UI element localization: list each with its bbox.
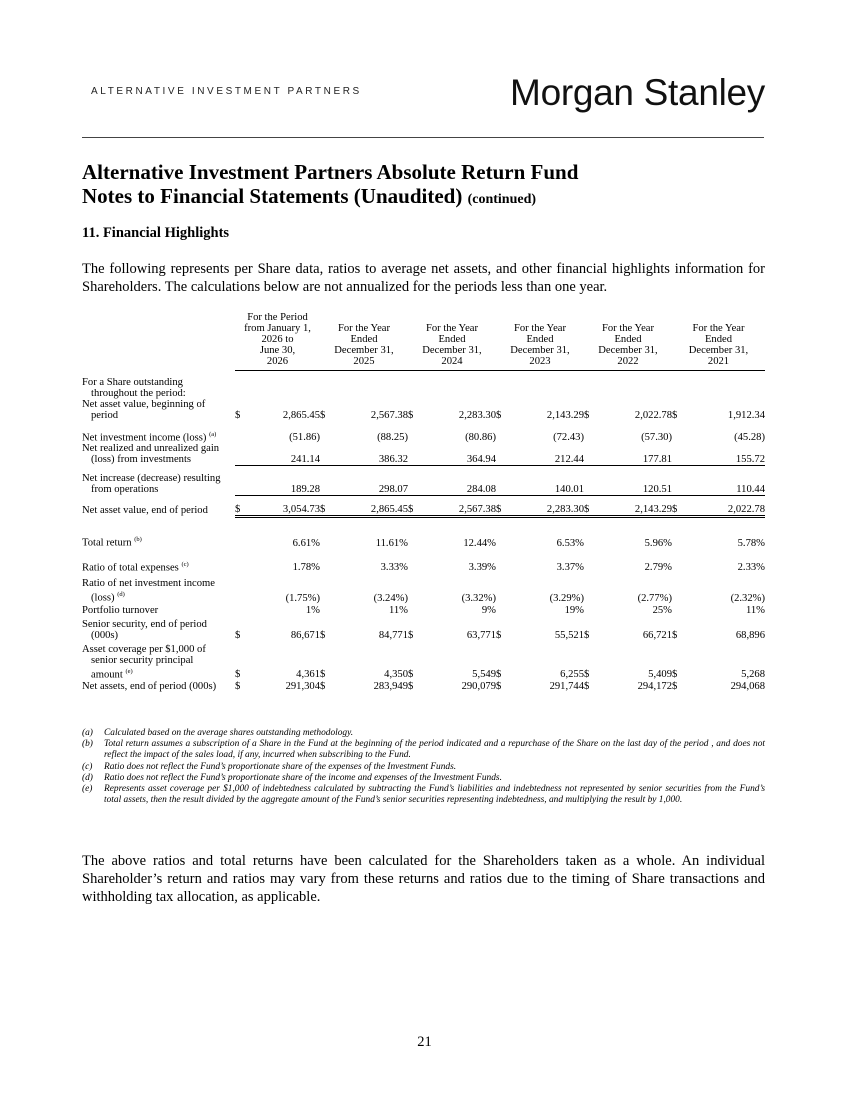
dollar-sign-cell [235,549,258,574]
dollar-sign-cell [408,604,434,616]
column-header-line: December 31, [422,345,482,356]
value-cell: (2.32%) [730,592,765,604]
dollar-sign-cell [320,549,346,574]
dollar-sign-cell [235,371,258,399]
dollar-sign-cell [320,465,346,495]
table-row [82,616,765,641]
row-label [82,616,235,641]
dollar-sign-cell [672,465,698,495]
row-label [82,641,235,681]
value-cell: 9% [481,604,496,616]
value-cell: 2,283.30 [458,409,496,421]
dollar-sign-cell [408,549,434,574]
value-cell: 5,409 [648,669,672,681]
row-label-text: Ratio of net investment income [82,578,215,590]
column-header [320,312,408,371]
value-cell: 86,671 [290,629,320,641]
morgan-stanley-logo: Morgan Stanley [510,72,765,113]
column-header-line: 2026 to [261,334,294,345]
title-line-2-text: Notes to Financial Statements (Unaudited) [82,184,463,208]
row-label-line [82,410,235,421]
value-cell: 189.28 [258,465,320,495]
dollar-sign-cell [235,421,258,444]
value-cell: (45.28) [734,432,765,444]
value-cell: 5.78% [737,537,765,549]
column-header [235,312,320,371]
value-cell: 11.61% [375,537,408,549]
row-label-line [82,605,235,616]
row-label [82,680,235,692]
dollar-sign-cell: $ [496,681,502,693]
row-label-text: Senior security, end of period [82,618,207,630]
table-row [82,495,765,516]
row-label-line [82,578,235,589]
footnote-reference: (b) [134,536,142,544]
dollar-sign-cell [496,371,522,399]
column-header-line: June 30, [259,345,296,356]
column-header-line: December 31, [688,345,749,356]
footnote-mark: (a) [82,728,93,738]
value-cell: 2,567.38 [434,495,496,516]
value-cell: 5.96% [644,537,672,549]
dollar-sign-cell: $ [408,669,414,681]
dollar-sign-cell: $ [584,409,590,421]
row-label-line [82,484,235,495]
column-header-line: Ended [438,334,466,345]
dollar-sign-cell [672,573,698,604]
value-cell: 386.32 [346,443,408,465]
row-label [82,549,235,574]
value-cell: 2,143.29 [546,409,584,421]
row-label-text: (loss) from investments [91,454,192,466]
dollar-sign-cell [235,604,258,616]
row-label-line [82,377,235,388]
column-header-line: 2023 [529,356,551,367]
table-row [82,604,765,616]
row-label-line [82,666,235,681]
dollar-sign-cell [320,604,346,616]
dollar-sign-cell [672,443,698,465]
value-cell: 25% [652,604,672,616]
value-cell [698,371,765,399]
value-cell: 66,721 [642,629,672,641]
column-header-row [82,312,765,371]
row-label [82,573,235,604]
footnote-reference: (d) [117,591,125,599]
column-header-line: December 31, [598,345,658,356]
row-label-line [82,619,235,630]
dollar-sign-cell [235,443,258,465]
column-header-line: For the Year [513,323,567,334]
value-cell: 55,521 [554,629,584,641]
footnote-text: Represents asset coverage per $1,000 of indebtedness calculated by subtracting the Fund’s liabilities and indebtedness not represented by senior securities from the Fund’s total assets, then the result divided by the aggregate amount of the Fund’s senior securities representing indebtedness, and multiplying the result by 1,000. [104,784,765,806]
page-number: 21 [417,1034,432,1050]
dollar-sign-cell: $ [584,495,610,516]
column-header [496,312,584,371]
row-label [82,465,235,495]
value-cell: 5,268 [741,669,765,681]
dollar-sign-cell: $ [584,629,590,641]
value-cell: (72.43) [553,432,584,444]
footnote-reference: (c) [181,560,189,568]
row-label-line [82,454,235,465]
footnotes [82,728,765,806]
value-cell: 291,304 [285,681,320,693]
column-header-line: 2026 [266,356,289,367]
value-cell: (3.29%) [549,592,584,604]
footnote [82,728,765,739]
column-header-line: 2024 [441,356,463,367]
value-cell: 2,865.45 [282,409,320,421]
dollar-sign-cell: $ [496,629,502,641]
table-row [82,421,765,444]
value-cell: 2.33% [737,562,765,574]
dollar-sign-cell: $ [672,495,698,516]
value-cell: 2,022.78 [634,409,672,421]
footnote-mark: (e) [82,784,93,795]
dollar-sign-cell [496,465,522,495]
dollar-sign-cell: $ [408,629,414,641]
header-label: ALTERNATIVE INVESTMENT PARTNERS [91,86,362,97]
value-cell: 283,949 [373,681,408,693]
row-label-text: Ratio of total expenses [82,562,179,574]
dollar-sign-cell: $ [235,681,241,693]
value-cell: 120.51 [610,465,672,495]
table-row [82,680,765,692]
table-row [82,549,765,574]
row-label-text: from operations [91,484,159,496]
row-label [82,443,235,465]
dollar-sign-cell [408,371,434,399]
footnote-text: Ratio does not reflect the Fund’s proportionate share of the income and expenses of the Investment Funds. [104,772,502,783]
dollar-sign-cell [584,573,610,604]
row-label-line [82,505,235,516]
row-label-line [82,429,235,444]
dollar-sign-cell: $ [320,495,346,516]
value-cell: 140.01 [522,465,584,495]
value-cell: (3.32%) [461,592,496,604]
value-cell: (80.86) [465,432,496,444]
column-header [672,312,765,371]
row-label-text: period [91,409,119,421]
value-cell: 364.94 [434,443,496,465]
row-label-text: Net investment income (loss) [82,432,207,444]
dollar-sign-cell: $ [320,669,326,681]
value-cell: 1,912.34 [727,409,765,421]
value-cell: 284.08 [434,465,496,495]
value-cell: (51.86) [289,432,320,444]
dollar-sign-cell [320,516,346,549]
footnote-mark: (c) [82,761,93,772]
column-header-line: from January 1, [244,323,311,334]
column-header-line: Ended [526,334,554,345]
table-row [82,516,765,549]
value-cell: (1.75%) [285,592,320,604]
row-label-text: Net assets, end of period (000s) [82,681,217,693]
section-heading: 11. Financial Highlights [82,225,230,241]
row-label-text: Net asset value, end of period [82,505,208,517]
value-cell: 2,143.29 [610,495,672,516]
column-header-line: Ended [350,334,378,345]
value-cell: (57.30) [641,432,672,444]
dollar-sign-cell [235,465,258,495]
value-cell: 6.61% [292,537,320,549]
page-title [82,160,578,212]
table-row [82,465,765,495]
value-cell [610,371,672,399]
value-cell [522,371,584,399]
table-row [82,371,765,399]
row-label-text: Net asset value, beginning of [82,398,206,410]
row-label-text: Net increase (decrease) resulting [82,473,221,485]
dollar-sign-cell: $ [320,409,326,421]
dollar-sign-cell: $ [672,669,678,681]
dollar-sign-cell: $ [496,495,522,516]
dollar-sign-cell: $ [320,681,326,693]
dollar-sign-cell [584,465,610,495]
row-label-line [82,399,235,410]
value-cell [346,371,408,399]
column-header-line: Ended [704,334,733,345]
value-cell: (3.24%) [373,592,408,604]
row-label [82,495,235,516]
row-label [82,421,235,444]
footnote-mark: (b) [82,739,93,750]
column-header-line: Ended [614,334,642,345]
dollar-sign-cell: $ [408,409,414,421]
dollar-sign-cell [496,421,522,444]
dollar-sign-cell [584,549,610,574]
table-body [82,371,765,693]
row-label-line [82,589,235,604]
dollar-sign-cell [320,371,346,399]
column-header-line: For the Period [247,312,308,323]
dollar-sign-cell [672,516,698,549]
dollar-sign-cell [496,604,522,616]
dollar-sign-cell: $ [320,629,326,641]
row-label-text: Asset coverage per $1,000 of [82,643,206,655]
value-cell: 177.81 [610,443,672,465]
value-cell: 12.44% [463,537,496,549]
dollar-sign-cell: $ [672,629,678,641]
row-label-line [82,644,235,655]
footnote-text: Total return assumes a subscription of a Share in the Fund at the beginning of the period indicated and a repurchase of the Share on the last day of the period , and does not reflect the impact of the sales load, if any, incurred when subscribing to the Fund. [104,739,765,761]
dollar-sign-cell [320,573,346,604]
dollar-sign-cell [584,604,610,616]
value-cell: 6,255 [560,669,584,681]
value-cell: 84,771 [378,629,408,641]
value-cell [434,371,496,399]
table-row [82,573,765,604]
row-label-text: (loss) [91,592,115,604]
intro-paragraph: The following represents per Share data, ratios to average net assets, and other financial highlights information for Shareholders. The calculations below are not annualized for the periods less than one year. [82,261,765,295]
column-header-line: For the Year [601,323,655,334]
dollar-sign-cell: $ [235,409,241,421]
title-line-2 [82,184,578,212]
header-rule [82,137,764,138]
row-label-text: senior security principal [91,654,194,666]
dollar-sign-cell [672,604,698,616]
column-header-line: For the Year [692,323,745,334]
row-label-line [82,388,235,399]
row-label-text: Net realized and unrealized gain [82,443,220,455]
dollar-sign-cell: $ [408,681,414,693]
dollar-sign-cell: $ [496,669,502,681]
value-cell: 11% [745,604,765,616]
value-cell: 241.14 [258,443,320,465]
value-cell: 2.79% [644,562,672,574]
value-cell: 3.37% [556,562,584,574]
dollar-sign-cell [235,573,258,604]
column-header-line: 2022 [617,356,639,367]
row-label-text: Portfolio turnover [82,604,159,616]
footnote-mark: (d) [82,772,93,783]
dollar-sign-cell [672,371,698,399]
footnote-text: Ratio does not reflect the Fund’s proportionate share of the expenses of the Investment Funds. [104,761,457,772]
dollar-sign-cell [584,371,610,399]
row-label-text: amount [91,669,123,681]
table-row [82,443,765,465]
dollar-sign-cell [408,421,434,444]
dollar-sign-cell: $ [672,409,678,421]
value-cell: 155.72 [698,443,765,465]
row-label-text: Total return [82,537,132,549]
value-cell: 3.39% [468,562,496,574]
closing-paragraph: The above ratios and total returns have been calculated for the Shareholders taken as a whole. An individual Shareholder’s return and ratios may vary from these returns and ratios due to the timing of Share transactions and withholding tax allocation, as applicable. [82,853,765,905]
row-label-line [82,473,235,484]
row-label-text: For a Share outstanding [82,376,183,388]
column-header [584,312,672,371]
value-cell: 6.53% [556,537,584,549]
value-cell: (2.77%) [637,592,672,604]
value-cell: 3,054.73 [258,495,320,516]
value-cell: 19% [564,604,584,616]
row-label-line [82,630,235,641]
footnote-text: Calculated based on the average shares outstanding methodology. [104,728,354,738]
dollar-sign-cell: $ [235,629,241,641]
dollar-sign-cell [408,465,434,495]
table-row [82,641,765,681]
dollar-sign-cell: $ [235,495,258,516]
row-label [82,604,235,616]
row-label [82,399,235,421]
dollar-sign-cell [408,443,434,465]
column-header [408,312,496,371]
row-label [82,371,235,399]
footnote [82,762,765,773]
dollar-sign-cell [320,421,346,444]
value-cell: 63,771 [466,629,496,641]
value-cell: 3.33% [380,562,408,574]
dollar-sign-cell [408,573,434,604]
row-label-text: (000s) [91,629,119,641]
dollar-sign-cell [235,516,258,549]
value-cell: 68,896 [735,629,765,641]
value-cell: 2,567.38 [370,409,408,421]
dollar-sign-cell: $ [235,669,241,681]
footnote [82,784,765,806]
dollar-sign-cell [672,549,698,574]
column-header-line: 2025 [353,356,375,367]
value-cell: 5,549 [472,669,496,681]
value-cell: 290,079 [461,681,496,693]
dollar-sign-cell [408,516,434,549]
dollar-sign-cell: $ [584,681,590,693]
value-cell: 1% [305,604,320,616]
row-label-line [82,681,235,692]
dollar-sign-cell [496,549,522,574]
value-cell: 1.78% [292,562,320,574]
column-header-line: For the Year [337,323,391,334]
row-label [82,516,235,549]
column-header-line: December 31, [334,345,394,356]
value-cell: 2,022.78 [698,495,765,516]
row-label-text: throughout the period: [91,387,186,399]
row-label-line [82,655,235,666]
value-cell [258,371,320,399]
value-cell: 291,744 [549,681,584,693]
title-line-1: Alternative Investment Partners Absolute Return Fund [82,160,579,184]
value-cell: 2,283.30 [522,495,584,516]
dollar-sign-cell: $ [584,669,590,681]
table-row [82,399,765,421]
column-header-line: 2021 [707,356,730,367]
dollar-sign-cell [584,516,610,549]
dollar-sign-cell: $ [408,495,434,516]
value-cell: 212.44 [522,443,584,465]
footnote [82,739,765,761]
title-continued: (continued) [467,192,537,207]
row-label-line [82,534,235,549]
footnote-reference: (e) [125,667,133,675]
dollar-sign-cell [496,443,522,465]
footnote-reference: (a) [209,430,217,438]
dollar-sign-cell [320,443,346,465]
column-header-line: For the Year [425,323,479,334]
value-cell: 294,172 [637,681,672,693]
row-label-line [82,443,235,454]
dollar-sign-cell [496,516,522,549]
row-label-line [82,559,235,574]
value-cell: 294,068 [730,681,765,693]
value-cell: 4,361 [296,669,320,681]
value-cell: (88.25) [377,432,408,444]
header-spacer [82,312,235,371]
dollar-sign-cell [584,443,610,465]
value-cell: 298.07 [346,465,408,495]
dollar-sign-cell [672,421,698,444]
value-cell: 2,865.45 [346,495,408,516]
dollar-sign-cell [584,421,610,444]
financial-highlights-table [82,312,765,692]
value-cell: 110.44 [698,465,765,495]
dollar-sign-cell [496,573,522,604]
dollar-sign-cell: $ [672,681,678,693]
footnote [82,773,765,784]
column-header-line: December 31, [510,345,570,356]
value-cell: 11% [388,604,408,616]
dollar-sign-cell: $ [496,409,502,421]
value-cell: 4,350 [384,669,408,681]
